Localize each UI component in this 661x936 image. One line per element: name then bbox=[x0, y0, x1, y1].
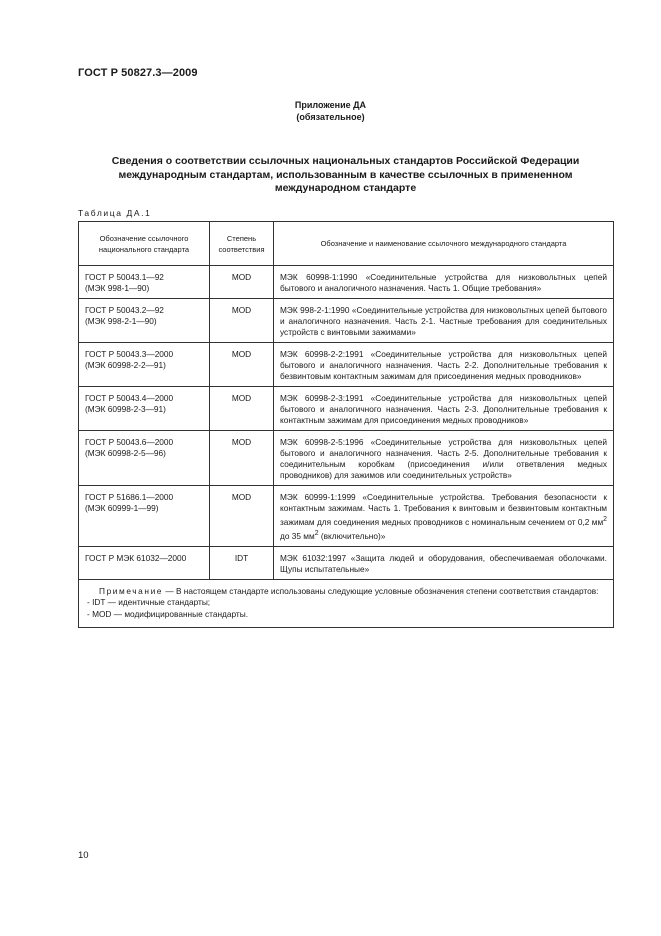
national-standard-cell: ГОСТ Р 50043.6—2000 (МЭК 60998-2-5—96) bbox=[79, 431, 210, 486]
page-number: 10 bbox=[78, 850, 89, 861]
appendix-heading bbox=[0, 99, 661, 123]
national-standard-cell: ГОСТ Р МЭК 61032—2000 bbox=[79, 546, 210, 579]
table-caption: Таблица ДА.1 bbox=[78, 208, 152, 218]
national-standard-cell: ГОСТ Р 50043.4—2000 (МЭК 60998-2-3—91) bbox=[79, 387, 210, 431]
note-item: - MOD — модифицированные стандарты. bbox=[87, 608, 249, 619]
table-header-row bbox=[79, 222, 614, 266]
table-row bbox=[79, 546, 614, 579]
degree-cell: MOD bbox=[210, 299, 274, 343]
table-row bbox=[79, 299, 614, 343]
degree-cell: MOD bbox=[210, 431, 274, 486]
table-note-row bbox=[79, 579, 614, 628]
international-standard-cell: МЭК 60998-1:1990 «Соединительные устройства для низковольтных цепей бытового и аналогичного назначения. Часть 1. Общие требования» bbox=[274, 266, 614, 299]
section-title-line: международным стандартам, использованным в качестве ссылочных в примененном bbox=[118, 168, 573, 181]
national-standard-cell: ГОСТ Р 50043.3—2000 (МЭК 60998-2-2—91) bbox=[79, 343, 210, 387]
note-paragraph bbox=[87, 586, 607, 598]
international-standard-cell: МЭК 60999-1:1999 «Соединительные устройства. Требования безопасности к контактным зажимам. Часть 1. Требования к винтовым и безвинтовым контактным зажимам для соединения медных проводников с номинальным сечением от 0,2 $мм^2$ до 35 $мм^2$ (включительно)» bbox=[274, 486, 614, 547]
degree-cell: MOD bbox=[210, 486, 274, 547]
column-header-national: Обозначение ссылочного национального стандарта bbox=[79, 222, 210, 266]
international-standard-cell: МЭК 998-2-1:1990 «Соединительные устройства для низковольтных цепей бытового и аналогичного назначения. Часть 2-1. Частные требования для соединительных устройств с винтовыми зажимами» bbox=[274, 299, 614, 343]
degree-cell: MOD bbox=[210, 343, 274, 387]
international-standard-cell: МЭК 60998-2-5:1996 «Соединительные устройства для низковольтных цепей бытового и аналогичного назначения. Часть 2-5. Дополнительные требования к соединительным коробкам (присоединения и/или ответвления медных проводников) для зажимов или соединительных устройств» bbox=[274, 431, 614, 486]
table-note bbox=[79, 579, 614, 628]
note-label: Примечание bbox=[99, 585, 164, 596]
section-title-line: Сведения о соответствии ссылочных национальных стандартов Российской Федерации bbox=[111, 155, 580, 167]
international-standard-cell: МЭК 61032:1997 «Защита людей и оборудования, обеспечиваемая оболочками. Щупы испытательные» bbox=[274, 546, 614, 579]
appendix-title: Приложение ДА bbox=[294, 100, 367, 110]
degree-cell: IDT bbox=[210, 546, 274, 579]
table-row bbox=[79, 486, 614, 547]
table-row bbox=[79, 387, 614, 431]
international-standard-cell: МЭК 60998-2-3:1991 «Соединительные устройства для низковольтных цепей бытового и аналогичного назначения. Часть 2-3. Дополнительные требования к контактным зажимам для присоединения медных проводников» bbox=[274, 387, 614, 431]
standards-table bbox=[78, 221, 614, 628]
section-title-line: международном стандарте bbox=[274, 182, 417, 194]
column-header-international: Обозначение и наименование ссылочного международного стандарта bbox=[274, 222, 614, 266]
table-row bbox=[79, 266, 614, 299]
appendix-status: (обязательное) bbox=[296, 112, 365, 122]
section-title bbox=[78, 155, 613, 196]
column-header-degree: Степень соответствия bbox=[210, 222, 274, 266]
national-standard-cell: ГОСТ Р 50043.2—92 (МЭК 998-2-1—90) bbox=[79, 299, 210, 343]
table-row bbox=[79, 431, 614, 486]
note-item: - IDT — идентичные стандарты; bbox=[87, 597, 211, 608]
international-standard-cell: МЭК 60998-2-2:1991 «Соединительные устройства для низковольтных цепей бытового и аналогичного назначения. Часть 2-2. Дополнительные требования к безвинтовым контактным зажимам для присоединения медных проводников» bbox=[274, 343, 614, 387]
national-standard-cell: ГОСТ Р 51686.1—2000 (МЭК 60999-1—99) bbox=[79, 486, 210, 547]
degree-cell: MOD bbox=[210, 266, 274, 299]
document-header: ГОСТ Р 50827.3—2009 bbox=[78, 67, 198, 79]
national-standard-cell: ГОСТ Р 50043.1—92 (МЭК 998-1—90) bbox=[79, 266, 210, 299]
table-row bbox=[79, 343, 614, 387]
note-text: — В настоящем стандарте использованы следующие условные обозначения степени соответствия стандартов: bbox=[163, 585, 599, 596]
degree-cell: MOD bbox=[210, 387, 274, 431]
